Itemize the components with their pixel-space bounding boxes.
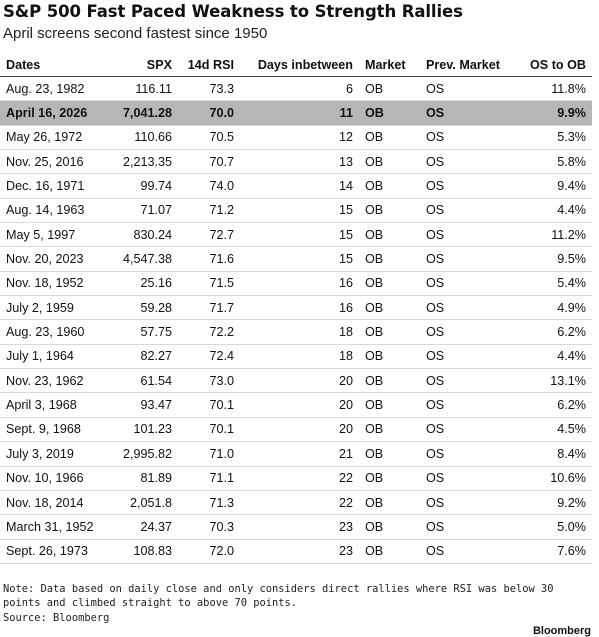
cell-days: 21: [240, 442, 359, 466]
cell-prev-market: OS: [420, 271, 523, 295]
cell-rsi: 70.3: [178, 515, 240, 539]
cell-os-to-ob: 9.4%: [523, 174, 592, 198]
bloomberg-logo: Bloomberg: [532, 625, 591, 637]
cell-os-to-ob: 4.4%: [523, 344, 592, 368]
cell-spx: 59.28: [103, 296, 178, 320]
cell-date: Aug. 23, 1960: [0, 320, 103, 344]
cell-os-to-ob: 6.2%: [523, 320, 592, 344]
table-row: [0, 466, 592, 490]
cell-date: April 16, 2026: [0, 101, 103, 125]
cell-prev-market: OS: [420, 393, 523, 417]
cell-spx: 101.23: [103, 417, 178, 441]
column-header-rsi: 14d RSI: [178, 54, 240, 77]
cell-rsi: 71.6: [178, 247, 240, 271]
cell-spx: 24.37: [103, 515, 178, 539]
cell-prev-market: OS: [420, 369, 523, 393]
cell-rsi: 70.1: [178, 393, 240, 417]
cell-prev-market: OS: [420, 417, 523, 441]
cell-spx: 71.07: [103, 198, 178, 222]
cell-days: 23: [240, 515, 359, 539]
cell-os-to-ob: 11.8%: [523, 77, 592, 101]
cell-date: Dec. 16, 1971: [0, 174, 103, 198]
cell-spx: 110.66: [103, 125, 178, 149]
table-body: [0, 77, 592, 564]
cell-days: 18: [240, 344, 359, 368]
cell-spx: 2,213.35: [103, 150, 178, 174]
cell-days: 20: [240, 393, 359, 417]
cell-market: OB: [359, 369, 420, 393]
table-row: [0, 320, 592, 344]
cell-prev-market: OS: [420, 320, 523, 344]
table-header-row: [0, 54, 592, 77]
cell-market: OB: [359, 223, 420, 247]
cell-spx: 81.89: [103, 466, 178, 490]
cell-os-to-ob: 5.0%: [523, 515, 592, 539]
cell-rsi: 74.0: [178, 174, 240, 198]
cell-prev-market: OS: [420, 101, 523, 125]
cell-os-to-ob: 4.4%: [523, 198, 592, 222]
cell-os-to-ob: 9.9%: [523, 101, 592, 125]
cell-date: Aug. 23, 1982: [0, 77, 103, 101]
table-row: [0, 344, 592, 368]
cell-date: April 3, 1968: [0, 393, 103, 417]
cell-market: OB: [359, 125, 420, 149]
cell-rsi: 71.2: [178, 198, 240, 222]
cell-market: OB: [359, 174, 420, 198]
cell-market: OB: [359, 417, 420, 441]
cell-days: 22: [240, 466, 359, 490]
cell-market: OB: [359, 466, 420, 490]
cell-days: 20: [240, 417, 359, 441]
cell-prev-market: OS: [420, 539, 523, 563]
cell-date: July 2, 1959: [0, 296, 103, 320]
cell-date: Nov. 18, 2014: [0, 490, 103, 514]
rallies-table: [0, 54, 592, 564]
cell-spx: 4,547.38: [103, 247, 178, 271]
table-row: [0, 247, 592, 271]
table-row: [0, 271, 592, 295]
cell-rsi: 71.1: [178, 466, 240, 490]
cell-date: Nov. 23, 1962: [0, 369, 103, 393]
cell-spx: 93.47: [103, 393, 178, 417]
cell-days: 15: [240, 223, 359, 247]
table-row: [0, 150, 592, 174]
table-row: [0, 417, 592, 441]
cell-spx: 108.83: [103, 539, 178, 563]
cell-prev-market: OS: [420, 174, 523, 198]
cell-os-to-ob: 8.4%: [523, 442, 592, 466]
cell-market: OB: [359, 515, 420, 539]
cell-market: OB: [359, 490, 420, 514]
cell-prev-market: OS: [420, 490, 523, 514]
cell-days: 13: [240, 150, 359, 174]
table-row: [0, 490, 592, 514]
cell-market: OB: [359, 442, 420, 466]
cell-market: OB: [359, 198, 420, 222]
cell-os-to-ob: 5.4%: [523, 271, 592, 295]
cell-rsi: 72.0: [178, 539, 240, 563]
cell-days: 16: [240, 296, 359, 320]
table-row: [0, 393, 592, 417]
cell-days: 23: [240, 539, 359, 563]
table-row: [0, 223, 592, 247]
cell-days: 22: [240, 490, 359, 514]
cell-rsi: 71.7: [178, 296, 240, 320]
cell-market: OB: [359, 271, 420, 295]
cell-prev-market: OS: [420, 247, 523, 271]
cell-date: May 26, 1972: [0, 125, 103, 149]
cell-rsi: 73.0: [178, 369, 240, 393]
cell-spx: 830.24: [103, 223, 178, 247]
column-header-days-inbetween: Days inbetween: [240, 54, 359, 77]
cell-rsi: 70.1: [178, 417, 240, 441]
cell-rsi: 71.0: [178, 442, 240, 466]
table-row: [0, 515, 592, 539]
cell-prev-market: OS: [420, 125, 523, 149]
cell-os-to-ob: 11.2%: [523, 223, 592, 247]
cell-market: OB: [359, 539, 420, 563]
cell-prev-market: OS: [420, 296, 523, 320]
cell-rsi: 72.2: [178, 320, 240, 344]
cell-date: Nov. 18, 1952: [0, 271, 103, 295]
footnote: Note: Data based on daily close and only considers direct rallies where RSI was below 30 points and climbed straight to above 70 points.: [3, 583, 554, 609]
cell-spx: 25.16: [103, 271, 178, 295]
cell-date: Sept. 9, 1968: [0, 417, 103, 441]
cell-days: 16: [240, 271, 359, 295]
cell-os-to-ob: 4.5%: [523, 417, 592, 441]
cell-days: 20: [240, 369, 359, 393]
cell-rsi: 71.3: [178, 490, 240, 514]
column-header-spx: SPX: [103, 54, 178, 77]
cell-days: 11: [240, 101, 359, 125]
cell-date: Nov. 10, 1966: [0, 466, 103, 490]
table-row: [0, 539, 592, 563]
table-row: [0, 101, 592, 125]
column-header-dates: Dates: [0, 54, 103, 77]
cell-os-to-ob: 4.9%: [523, 296, 592, 320]
cell-spx: 82.27: [103, 344, 178, 368]
cell-prev-market: OS: [420, 442, 523, 466]
cell-date: Sept. 26, 1973: [0, 539, 103, 563]
cell-os-to-ob: 7.6%: [523, 539, 592, 563]
cell-days: 6: [240, 77, 359, 101]
cell-rsi: 70.5: [178, 125, 240, 149]
cell-prev-market: OS: [420, 150, 523, 174]
chart-subtitle: April screens second fastest since 1950: [3, 25, 268, 42]
cell-date: March 31, 1952: [0, 515, 103, 539]
column-header-prev-market: Prev. Market: [420, 54, 523, 77]
cell-date: Nov. 20, 2023: [0, 247, 103, 271]
cell-market: OB: [359, 247, 420, 271]
table-row: [0, 77, 592, 101]
cell-prev-market: OS: [420, 515, 523, 539]
cell-spx: 2,995.82: [103, 442, 178, 466]
cell-prev-market: OS: [420, 77, 523, 101]
cell-rsi: 71.5: [178, 271, 240, 295]
cell-spx: 61.54: [103, 369, 178, 393]
cell-prev-market: OS: [420, 198, 523, 222]
cell-prev-market: OS: [420, 466, 523, 490]
cell-os-to-ob: 5.3%: [523, 125, 592, 149]
source-line: Source: Bloomberg: [3, 612, 110, 624]
column-header-os-to-ob: OS to OB: [523, 54, 592, 77]
cell-rsi: 73.3: [178, 77, 240, 101]
cell-rsi: 72.4: [178, 344, 240, 368]
cell-os-to-ob: 6.2%: [523, 393, 592, 417]
cell-days: 15: [240, 247, 359, 271]
cell-spx: 2,051.8: [103, 490, 178, 514]
cell-prev-market: OS: [420, 223, 523, 247]
cell-prev-market: OS: [420, 344, 523, 368]
table-row: [0, 442, 592, 466]
cell-os-to-ob: 13.1%: [523, 369, 592, 393]
cell-market: OB: [359, 77, 420, 101]
cell-rsi: 70.0: [178, 101, 240, 125]
cell-date: July 3, 2019: [0, 442, 103, 466]
cell-rsi: 72.7: [178, 223, 240, 247]
cell-date: Aug. 14, 1963: [0, 198, 103, 222]
chart-title: S&P 500 Fast Paced Weakness to Strength Rallies: [3, 2, 463, 21]
cell-date: May 5, 1997: [0, 223, 103, 247]
table-row: [0, 125, 592, 149]
cell-date: Nov. 25, 2016: [0, 150, 103, 174]
cell-market: OB: [359, 296, 420, 320]
table-row: [0, 198, 592, 222]
column-header-market: Market: [359, 54, 420, 77]
cell-os-to-ob: 5.8%: [523, 150, 592, 174]
cell-market: OB: [359, 393, 420, 417]
cell-days: 15: [240, 198, 359, 222]
cell-market: OB: [359, 344, 420, 368]
cell-market: OB: [359, 320, 420, 344]
cell-spx: 57.75: [103, 320, 178, 344]
cell-date: July 1, 1964: [0, 344, 103, 368]
cell-rsi: 70.7: [178, 150, 240, 174]
cell-os-to-ob: 9.5%: [523, 247, 592, 271]
cell-spx: 99.74: [103, 174, 178, 198]
cell-days: 14: [240, 174, 359, 198]
cell-os-to-ob: 9.2%: [523, 490, 592, 514]
cell-spx: 116.11: [103, 77, 178, 101]
cell-spx: 7,041.28: [103, 101, 178, 125]
table-row: [0, 296, 592, 320]
cell-days: 18: [240, 320, 359, 344]
cell-market: OB: [359, 101, 420, 125]
cell-os-to-ob: 10.6%: [523, 466, 592, 490]
table-row: [0, 369, 592, 393]
cell-days: 12: [240, 125, 359, 149]
table-row: [0, 174, 592, 198]
cell-market: OB: [359, 150, 420, 174]
